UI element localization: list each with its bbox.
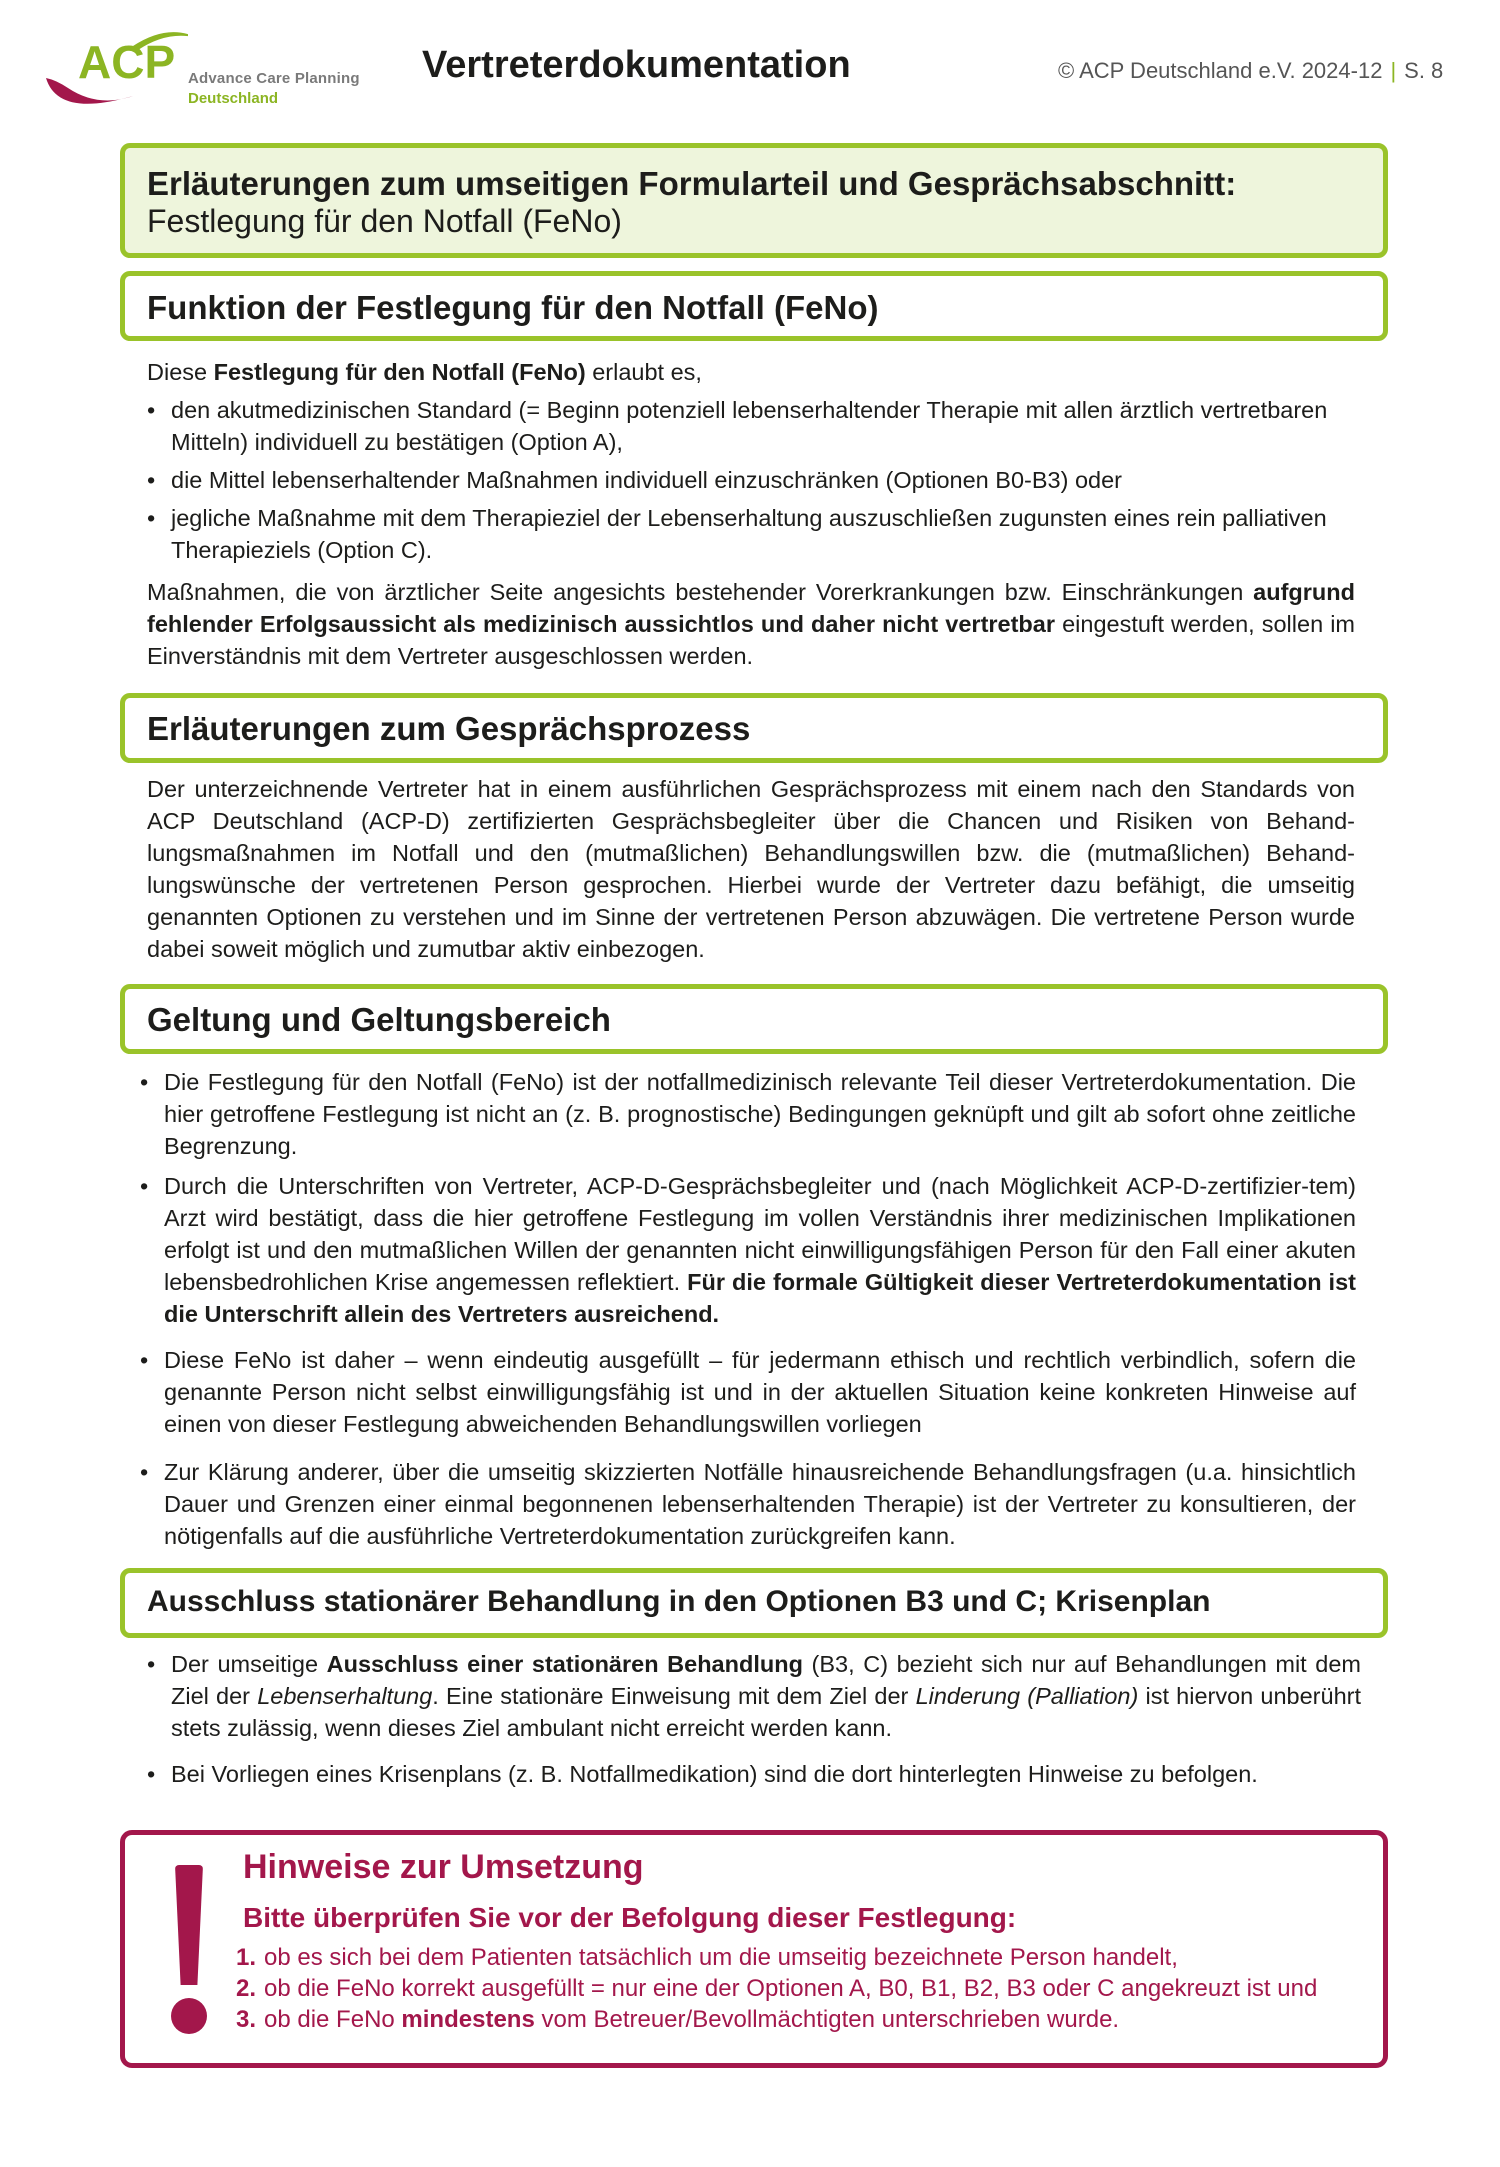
checklist-text: ob die FeNo korrekt ausgefüllt = nur eine der Optionen A, B0, B1, B2, B3 oder C angekreuzt ist und	[264, 1975, 1318, 2002]
checklist-number: 3.	[236, 2006, 257, 2033]
list-item-italic: Lebenserhaltung	[257, 1683, 433, 1709]
paragraph-text: Maßnahmen, die von ärztlicher Seite angesichts bestehender Vorerkrankungen bzw. Einschränkungen	[147, 579, 1254, 605]
paragraph-text-end: eingestuft werden, sollen im Einverständnis mit dem Vertreter ausgeschlossen werden.	[147, 611, 1356, 669]
section-title: Ausschluss stationärer Behandlung in den Optionen B3 und C; Krisenplan	[147, 1585, 1211, 1618]
intro-text-end: erlaubt es,	[585, 359, 702, 385]
intro-text: Diese	[147, 359, 214, 385]
list-item-italic: Linderung (Palliation)	[915, 1683, 1139, 1709]
exclamation-dot-icon	[171, 1998, 207, 2034]
list-item	[164, 1170, 1356, 1330]
main-subtitle: Festlegung für den Notfall (FeNo)	[147, 203, 622, 239]
list-item: • Die Festlegung für den Notfall (FeNo) ist der notfallmedizinisch relevante Teil dieser Vertreterdokumentation. Die hier getroffene Festlegung ist nicht an (z. B. prognostische) Bedingungen geknüpft und gilt ab sofort ohne zeitliche Begrenzung.	[164, 1066, 1356, 1162]
logo-subtitle: Deutschland	[188, 90, 279, 107]
list-item-bold: Ausschluss einer stationären Behandlung	[326, 1651, 803, 1677]
page-number: S. 8	[1404, 58, 1444, 83]
main-title: Erläuterungen zum umseitigen Formularteil und Gesprächsabschnitt:	[147, 165, 1237, 202]
notice-checklist	[236, 1942, 1356, 2035]
notice-subtitle: Bitte überprüfen Sie vor der Befolgung dieser Festlegung:	[243, 1902, 1017, 1933]
list-item: • den akutmedizinischen Standard (= Beginn potenziell lebenserhaltender Therapie mit allen ärztlich vertretbaren Mitteln) individuell zu bestätigen (Option A),	[171, 394, 1331, 458]
list-item: • Bei Vorliegen eines Krisenplans (z. B. Notfallmedikation) sind die dort hinterlegten Hinweise zu befolgen.	[171, 1758, 1361, 1790]
section-function-paragraph	[147, 576, 1355, 672]
copyright-line	[1058, 58, 1443, 84]
document-title: Vertreterdokumentation	[422, 44, 851, 86]
copyright-text: © ACP Deutschland e.V. 2024-12	[1058, 58, 1383, 83]
checklist-text: vom Betreuer/Bevollmächtigten unterschrieben wurde.	[534, 2006, 1120, 2033]
list-item-text: Der umseitige	[171, 1651, 327, 1677]
checklist-bold: mindestens	[401, 2006, 535, 2033]
section-function-intro	[147, 356, 1355, 388]
validity-list	[164, 1066, 1356, 1552]
paragraph-bold: aufgrund fehlender Erfolgsaussicht als medizinisch aussichtlos und daher nicht vertretbar	[147, 579, 1355, 637]
checklist-text: ob es sich bei dem Patienten tatsächlich um die umseitig bezeichnete Person handelt,	[264, 1944, 1178, 1971]
section-inpatient-header	[120, 1568, 1388, 1638]
logo-tagline: Advance Care Planning	[188, 70, 360, 87]
intro-bold: Festlegung für den Notfall (FeNo)	[213, 359, 586, 385]
separator: |	[1390, 58, 1397, 83]
notice-title: Hinweise zur Umsetzung	[243, 1848, 644, 1886]
section-validity-header	[120, 984, 1388, 1054]
list-item: • Zur Klärung anderer, über die umseitig skizzierten Notfälle hinausreichende Behandlungsfragen (u.a. hinsichtlich Dauer und Grenzen einer einmal begonnenen lebenserhaltenden Therapie) ist der Vertreter zu konsultieren, der nötigenfalls auf die ausführliche Vertreterdokumentation zurückgreifen kann.	[164, 1456, 1356, 1552]
inpatient-list	[171, 1648, 1361, 1790]
list-item: • die Mittel lebenserhaltender Maßnahmen individuell einzuschränken (Optionen B0-B3) oder	[171, 464, 1331, 496]
list-item-text: (B3, C) bezieht sich nur auf Behandlungen mit dem Ziel der	[171, 1651, 1362, 1709]
checklist-number: 2.	[236, 1975, 257, 2002]
acp-logo-icon	[38, 18, 188, 118]
section-process-header	[120, 693, 1388, 763]
section-process-text: Der unterzeichnende Vertreter hat in einem ausführlichen Gesprächsprozess mit einem nach den Standards von ACP Deutschland (ACP-D) zertifizierten Gesprächsbegleiter über die Chancen und Risiken von Behand-lungsmaßnahmen im Notfall und den (mutmaßlichen) Behandlungswillen bzw. die (mutmaßlichen) Behand-lungswünsche der vertretenen Person gesprochen. Hierbei wurde der Vertreter dazu befähigt, die umseitig genannten Optionen zu verstehen und im Sinne der vertretenen Person abzuwägen. Die vertretene Person wurde dabei soweit möglich und zumutbar aktiv einbezogen.	[147, 776, 1355, 962]
section-title: Funktion der Festlegung für den Notfall (FeNo)	[147, 289, 879, 326]
checklist-item	[236, 1942, 1356, 1973]
list-item	[171, 1648, 1361, 1744]
checklist-item	[236, 2004, 1356, 2035]
list-item-bold: Für die formale Gültigkeit dieser Vertreterdokumentation ist die Unterschrift allein des Vertreters ausreichend.	[164, 1269, 1356, 1327]
section-title: Erläuterungen zum Gesprächsprozess	[147, 710, 751, 747]
checklist-text: ob die FeNo	[264, 2006, 402, 2033]
list-item: • Diese FeNo ist daher – wenn eindeutig ausgefüllt – für jedermann ethisch und rechtlich verbindlich, sofern die genannte Person nicht selbst einwilligungsfähig ist und in der aktuellen Situation keine konkreten Hinweise auf einen von dieser Festlegung abweichenden Behandlungswillen vorliegen	[164, 1344, 1356, 1440]
list-item: • jegliche Maßnahme mit dem Therapieziel der Lebenserhaltung auszuschließen zugunsten eines rein palliativen Therapieziels (Option C).	[171, 502, 1331, 566]
list-item-text: ist hiervon unberührt stets zulässig, wenn dieses Ziel ambulant nicht erreicht werden kann.	[171, 1683, 1362, 1741]
list-item-text: Durch die Unterschriften von Vertreter, ACP-D-Gesprächsbegleiter und (nach Möglichkeit ACP-D-zertifizier-tem) Arzt wird bestätigt, dass die hier getroffene Festlegung im vollen Verständnis ihrer medizinischen Implikationen erfolgt ist und den mutmaßlichen Willen der genannten nicht einwilligungsfähigen Person für den Fall einer akuten lebensbedrohlichen Krise angemessen reflektiert.	[164, 1173, 1356, 1295]
logo-text: ACP	[78, 36, 176, 88]
section-function-header	[120, 271, 1388, 341]
main-title-box	[120, 143, 1388, 258]
checklist-item	[236, 1973, 1356, 2004]
section-title: Geltung und Geltungsbereich	[147, 1001, 611, 1038]
list-item-text: . Eine stationäre Einweisung mit dem Ziel der	[432, 1683, 916, 1709]
function-list	[171, 394, 1331, 566]
checklist-number: 1.	[236, 1944, 257, 1971]
